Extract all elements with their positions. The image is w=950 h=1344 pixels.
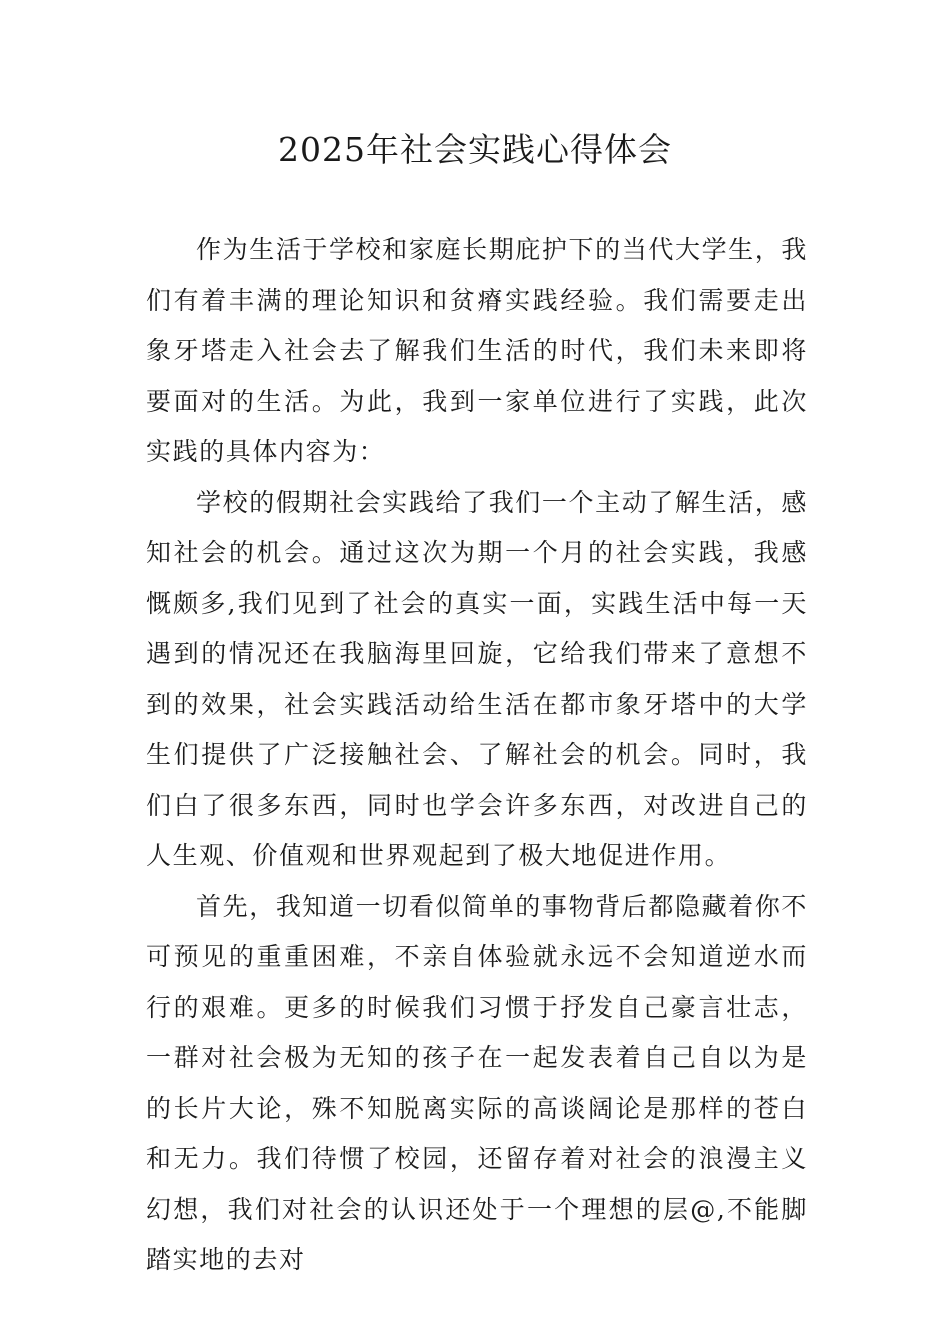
paragraph-3: 首先，我知道一切看似简单的事物背后都隐藏着你不可预见的重重困难，不亲自体验就永远不会知道逆水而行的艰难。更多的时候我们习惯于抒发自己豪言壮志，一群对社会极为无知的孩子在一起发表着自己自以为是的长片大论，殊不知脱离实际的高谈阔论是那样的苍白和无力。我们待惯了校园，还留存着对社会的浪漫主义幻想，我们对社会的认识还处于一个理想的层@,不能脚踏实地的去对: [146, 891, 808, 1274]
paragraph-1: 作为生活于学校和家庭长期庇护下的当代大学生，我们有着丰满的理论知识和贫瘠实践经验。我们需要走出象牙塔走入社会去了解我们生活的时代，我们未来即将要面对的生活。为此，我到一家单位进行了实践，此次实践的具体内容为：: [146, 235, 808, 466]
paragraph-2: 学校的假期社会实践给了我们一个主动了解生活，感知社会的机会。通过这次为期一个月的社会实践，我感慨颇多,我们见到了社会的真实一面，实践生活中每一天遇到的情况还在我脑海里回旋，它给我们带来了意想不到的效果，社会实践活动给生活在都市象牙塔中的大学生们提供了广泛接触社会、了解社会的机会。同时，我们白了很多东西，同时也学会许多东西，对改进自己的人生观、价值观和世界观起到了极大地促进作用。: [146, 487, 808, 870]
document-title: 2025年社会实践心得体会: [278, 130, 672, 169]
document-body: [146, 225, 808, 1286]
